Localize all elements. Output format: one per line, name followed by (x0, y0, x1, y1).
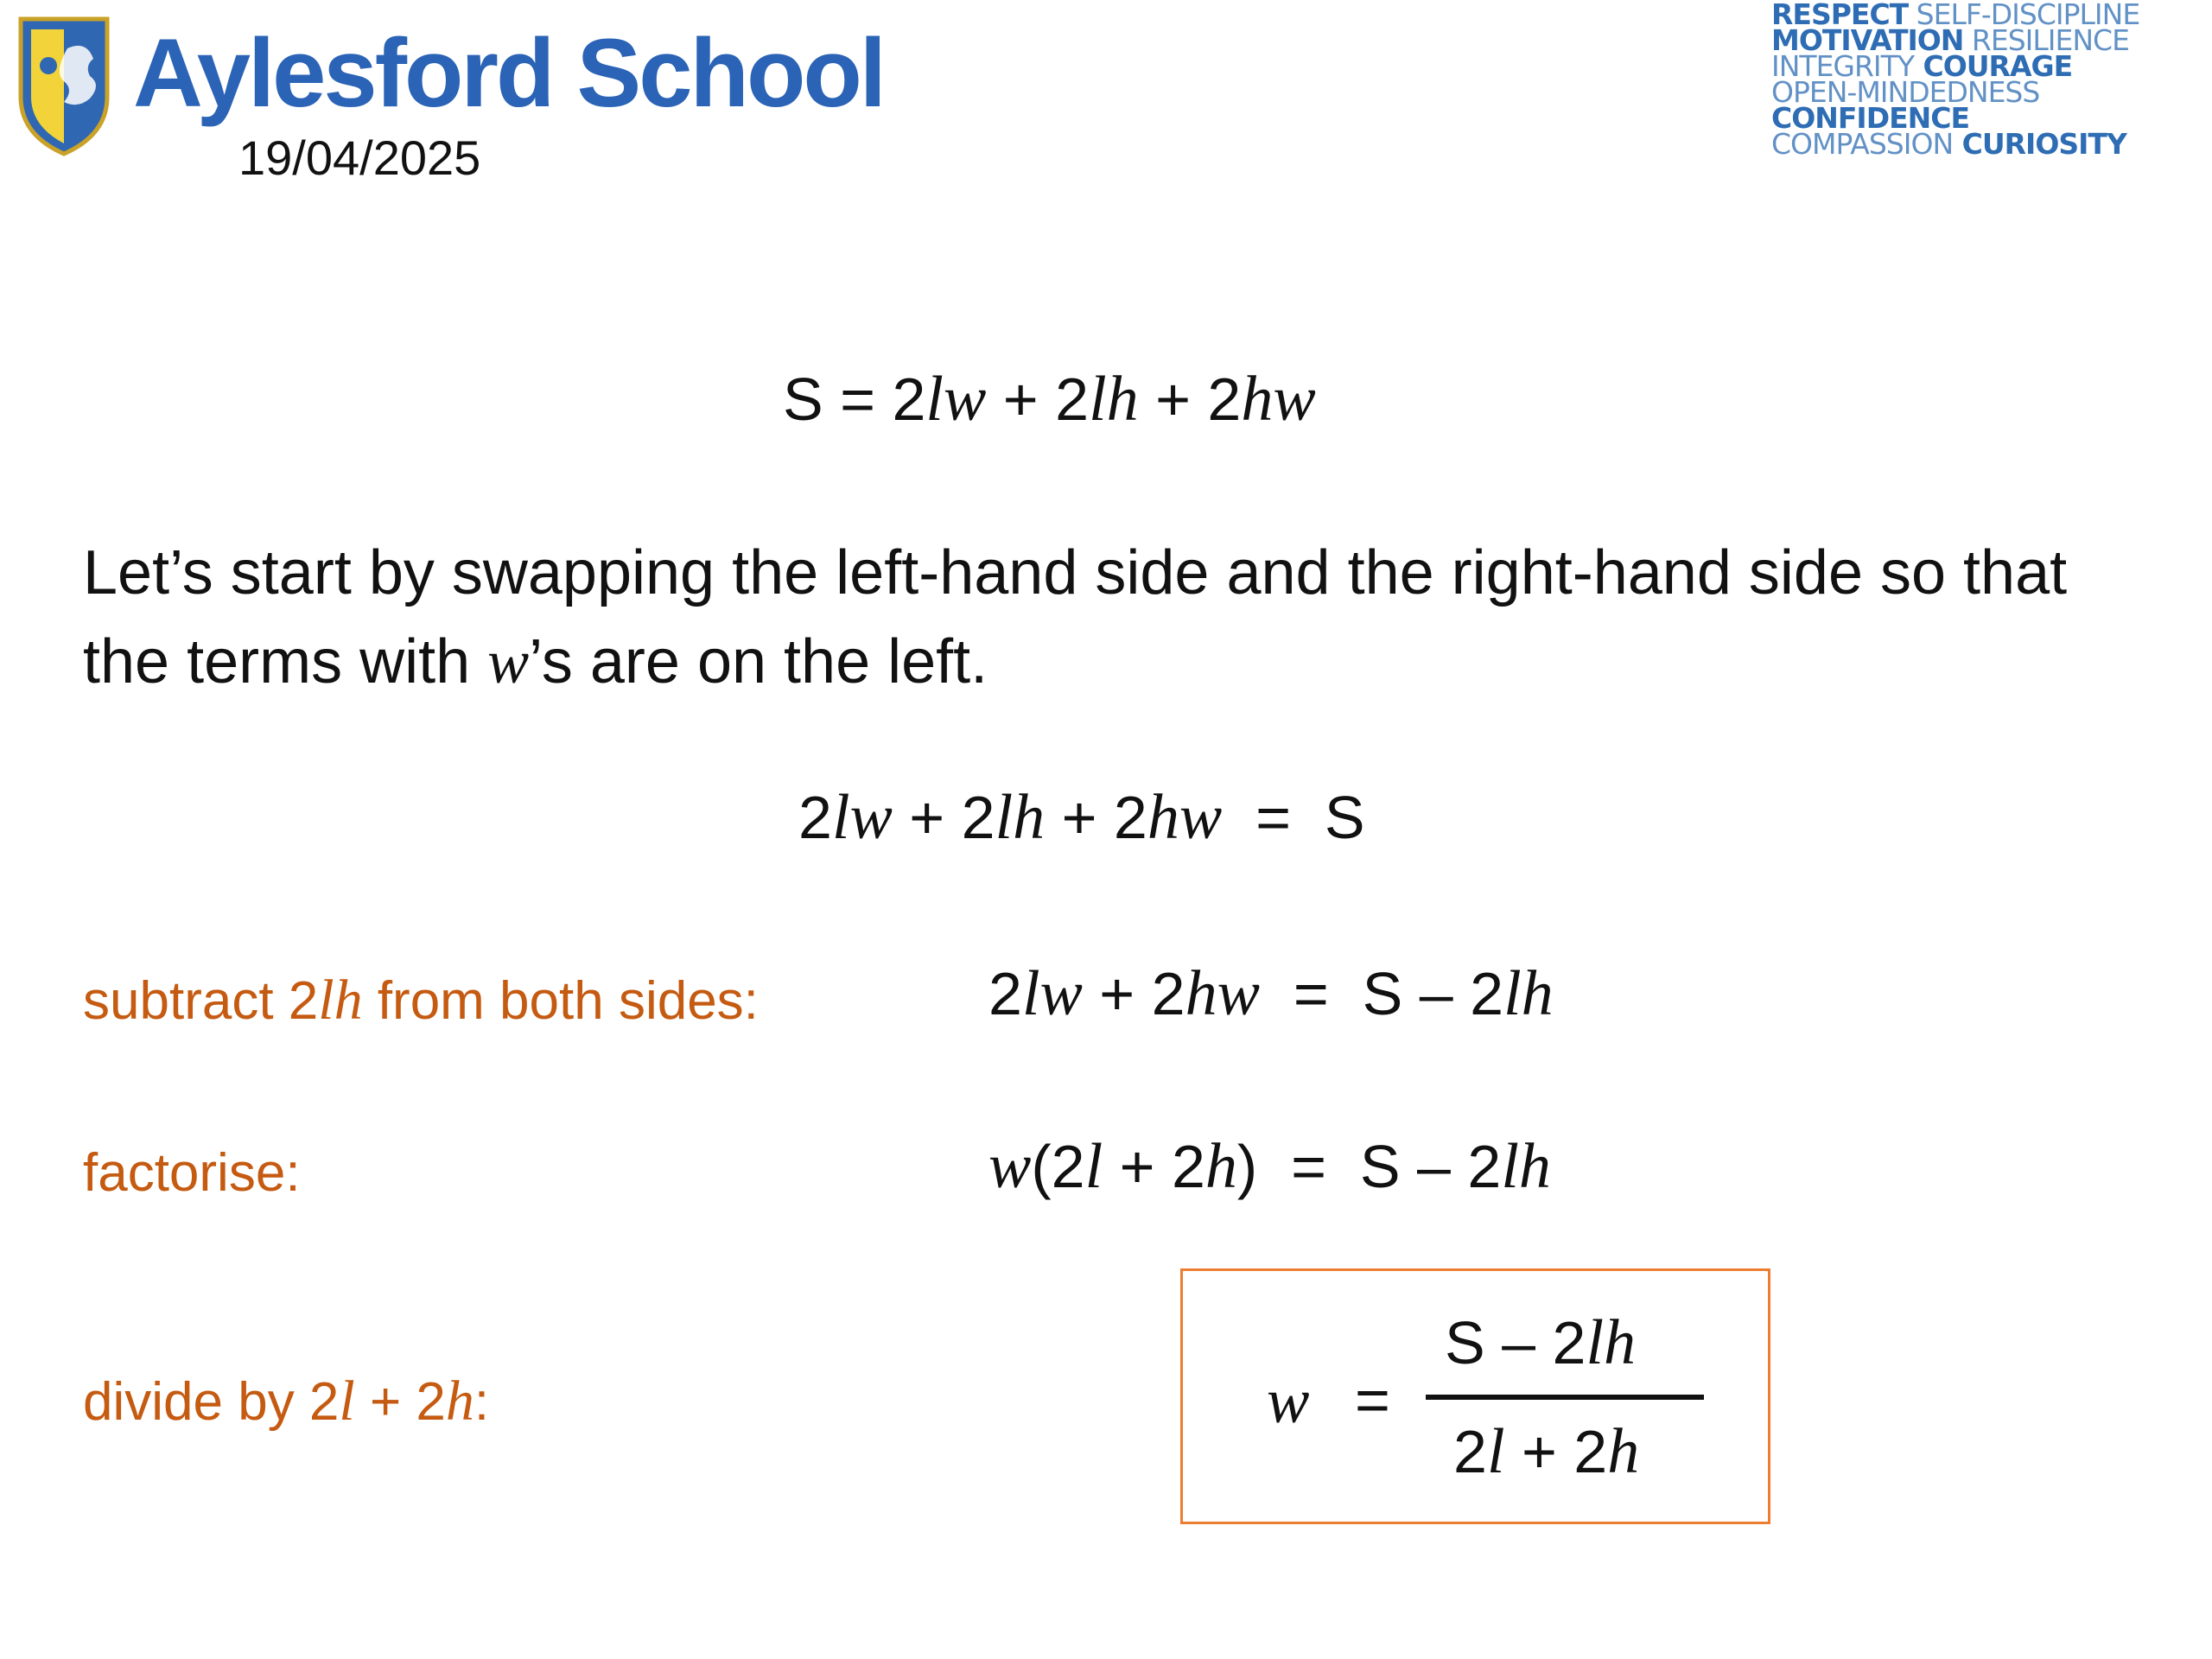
step-subtract-equation: 2lw + 2hw = S – 2lh (988, 958, 1554, 1029)
answer-equals-sign: = (1355, 1366, 1390, 1433)
value-word: RESPECT (1771, 0, 1909, 31)
value-word: CONFIDENCE (1771, 101, 1970, 135)
value-word: SELF-DISCIPLINE (1908, 0, 2140, 31)
surface-area-formula: S = 2lw + 2lh + 2hw (783, 364, 1316, 435)
value-word: CURIOSITY (1953, 127, 2126, 161)
school-name: Aylesford School (133, 19, 884, 127)
step-factorise-label: factorise: (83, 1143, 301, 1203)
school-values-block (1771, 0, 2212, 161)
fraction-numerator: S – 2lh (1445, 1307, 1637, 1378)
fraction-denominator: 2l + 2h (1453, 1416, 1640, 1487)
value-word: OPEN-MINDEDNESS (1771, 75, 2040, 109)
slide-date: 19/04/2025 (238, 130, 481, 185)
school-crest-icon (16, 14, 112, 157)
swapped-equation: 2lw + 2lh + 2hw = S (798, 782, 1365, 853)
explanation-text: Let’s start by swapping the left-hand side and the right-hand side so that the terms with w’s are on the left. (83, 538, 2068, 696)
step-factorise-equation: w(2l + 2h) = S – 2lh (988, 1131, 1551, 1202)
answer-lhs-variable: w (1267, 1366, 1310, 1437)
value-word: MOTIVATION (1771, 23, 1964, 57)
values-row (1771, 75, 2212, 109)
value-word: RESILIENCE (1963, 23, 2129, 57)
value-word: COMPASSION (1771, 127, 1954, 161)
value-word: COURAGE (1913, 49, 2073, 83)
values-row (1771, 127, 2212, 161)
value-word: INTEGRITY (1771, 49, 1914, 83)
fraction-bar (1426, 1395, 1704, 1400)
step-subtract-label: subtract 2lh from both sides: (83, 969, 759, 1032)
step-divide-label: divide by 2l + 2h: (83, 1370, 490, 1433)
